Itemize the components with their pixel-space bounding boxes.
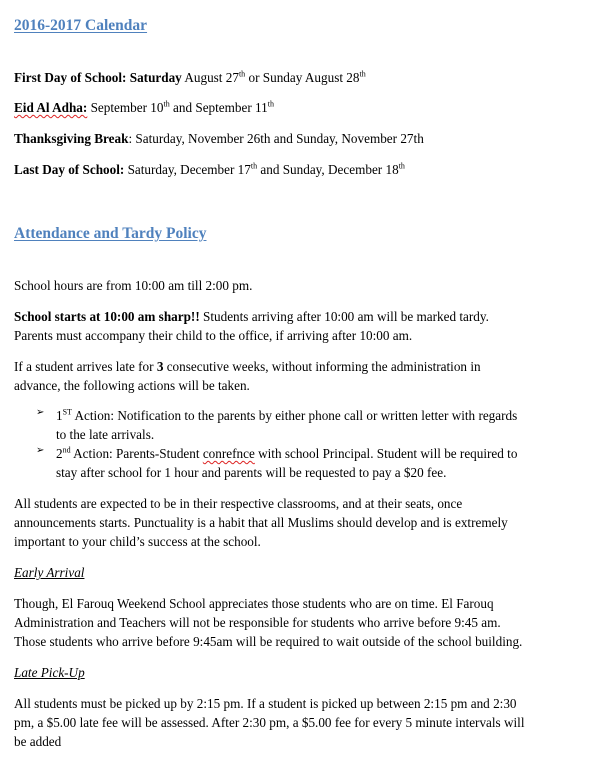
last-day-date2: and Sunday, December 18 bbox=[257, 162, 399, 177]
first-day-weekday: Saturday bbox=[129, 70, 182, 85]
late-policy-post: consecutive weeks, without informing the administration in bbox=[163, 359, 481, 374]
classroom-line1: All students are expected to be in their respective classrooms, and at their seats, once bbox=[14, 496, 463, 511]
action1-num: 1 bbox=[56, 408, 63, 423]
school-hours: School hours are from 10:00 am till 2:00 pm. bbox=[14, 278, 253, 293]
action1-line1: Action: Notification to the parents by either phone call or written letter with regards bbox=[71, 408, 518, 423]
eid-date1: September 10 bbox=[87, 100, 164, 115]
school-starts-text: Students arriving after 10:00 am will be marked tardy. bbox=[199, 309, 489, 324]
school-starts-line1 bbox=[14, 307, 489, 326]
eid-label: Eid Al Adha: bbox=[14, 100, 88, 115]
first-day-sup1: th bbox=[238, 69, 246, 79]
last-day-line bbox=[14, 160, 405, 179]
first-day-sup2: th bbox=[359, 69, 366, 79]
arrow-bullet-icon: ➢ bbox=[36, 407, 45, 418]
action2-post: with school Principal. Student will be required to bbox=[254, 446, 518, 461]
action1-text bbox=[56, 406, 571, 444]
last-day-label: Last Day of School: bbox=[14, 162, 125, 177]
action2-sup: nd bbox=[62, 445, 71, 455]
thanksgiving-line bbox=[14, 129, 424, 148]
early-arrival-line2: Administration and Teachers will not be responsible for students who arrive before 9:45 am. bbox=[14, 615, 501, 630]
last-day-sup1: th bbox=[250, 161, 258, 171]
last-day-date1: Saturday, December 17 bbox=[124, 162, 251, 177]
late-policy-pre: If a student arrives late for bbox=[14, 359, 157, 374]
early-arrival-heading: Early Arrival bbox=[14, 565, 85, 580]
classroom-line3: important to your child’s success at the school. bbox=[14, 534, 261, 549]
first-day-line bbox=[14, 68, 366, 87]
action2-misspelled-word: conrefnce bbox=[202, 446, 255, 461]
action2-num: 2 bbox=[56, 446, 63, 461]
last-day-sup2: th bbox=[398, 161, 405, 171]
first-day-date1: August 27 bbox=[184, 70, 239, 85]
late-policy-count: 3 bbox=[156, 359, 164, 374]
first-day-label: First Day of School: bbox=[14, 70, 127, 85]
attendance-heading: Attendance and Tardy Policy bbox=[14, 225, 207, 242]
eid-sup2: th bbox=[267, 99, 274, 109]
eid-line bbox=[14, 98, 274, 117]
action2-line2: stay after school for 1 hour and parents will be requested to pay a $20 fee. bbox=[56, 465, 447, 480]
action1-sup: ST bbox=[62, 407, 72, 417]
eid-sup1: th bbox=[163, 99, 170, 109]
late-policy-line1 bbox=[14, 357, 481, 376]
school-starts-line2: Parents must accompany their child to the office, if arriving after 10:00 am. bbox=[14, 328, 413, 343]
thanksgiving-label: Thanksgiving Break bbox=[14, 131, 129, 146]
late-pickup-heading: Late Pick-Up bbox=[14, 665, 85, 680]
action2-pre: Action: Parents-Student bbox=[70, 446, 203, 461]
first-day-date2: or Sunday August 28 bbox=[245, 70, 360, 85]
classroom-line2: announcements starts. Punctuality is a habit that all Muslims should develop and is extremely bbox=[14, 515, 508, 530]
late-pickup-line1: All students must be picked up by 2:15 pm. If a student is picked up between 2:15 pm and 2:30 bbox=[14, 696, 517, 711]
late-pickup-line2: pm, a $5.00 late fee will be assessed. After 2:30 pm, a $5.00 fee for every 5 minute intervals will bbox=[14, 715, 525, 730]
arrow-bullet-icon: ➢ bbox=[36, 445, 45, 456]
action1-line2: to the late arrivals. bbox=[56, 427, 155, 442]
early-arrival-line1: Though, El Farouq Weekend School appreciates those students who are on time. El Farouq bbox=[14, 596, 494, 611]
late-pickup-line3: be added bbox=[14, 734, 62, 749]
school-starts-bold: School starts at 10:00 am sharp!! bbox=[14, 309, 200, 324]
action2-text bbox=[56, 444, 571, 482]
late-policy-line2: advance, the following actions will be taken. bbox=[14, 378, 250, 393]
eid-date2: and September 11 bbox=[169, 100, 268, 115]
early-arrival-line3: Those students who arrive before 9:45am will be required to wait outside of the school building. bbox=[14, 634, 523, 649]
calendar-heading: 2016-2017 Calendar bbox=[14, 17, 148, 34]
thanksgiving-dates: : Saturday, November 26th and Sunday, November 27th bbox=[128, 131, 424, 146]
